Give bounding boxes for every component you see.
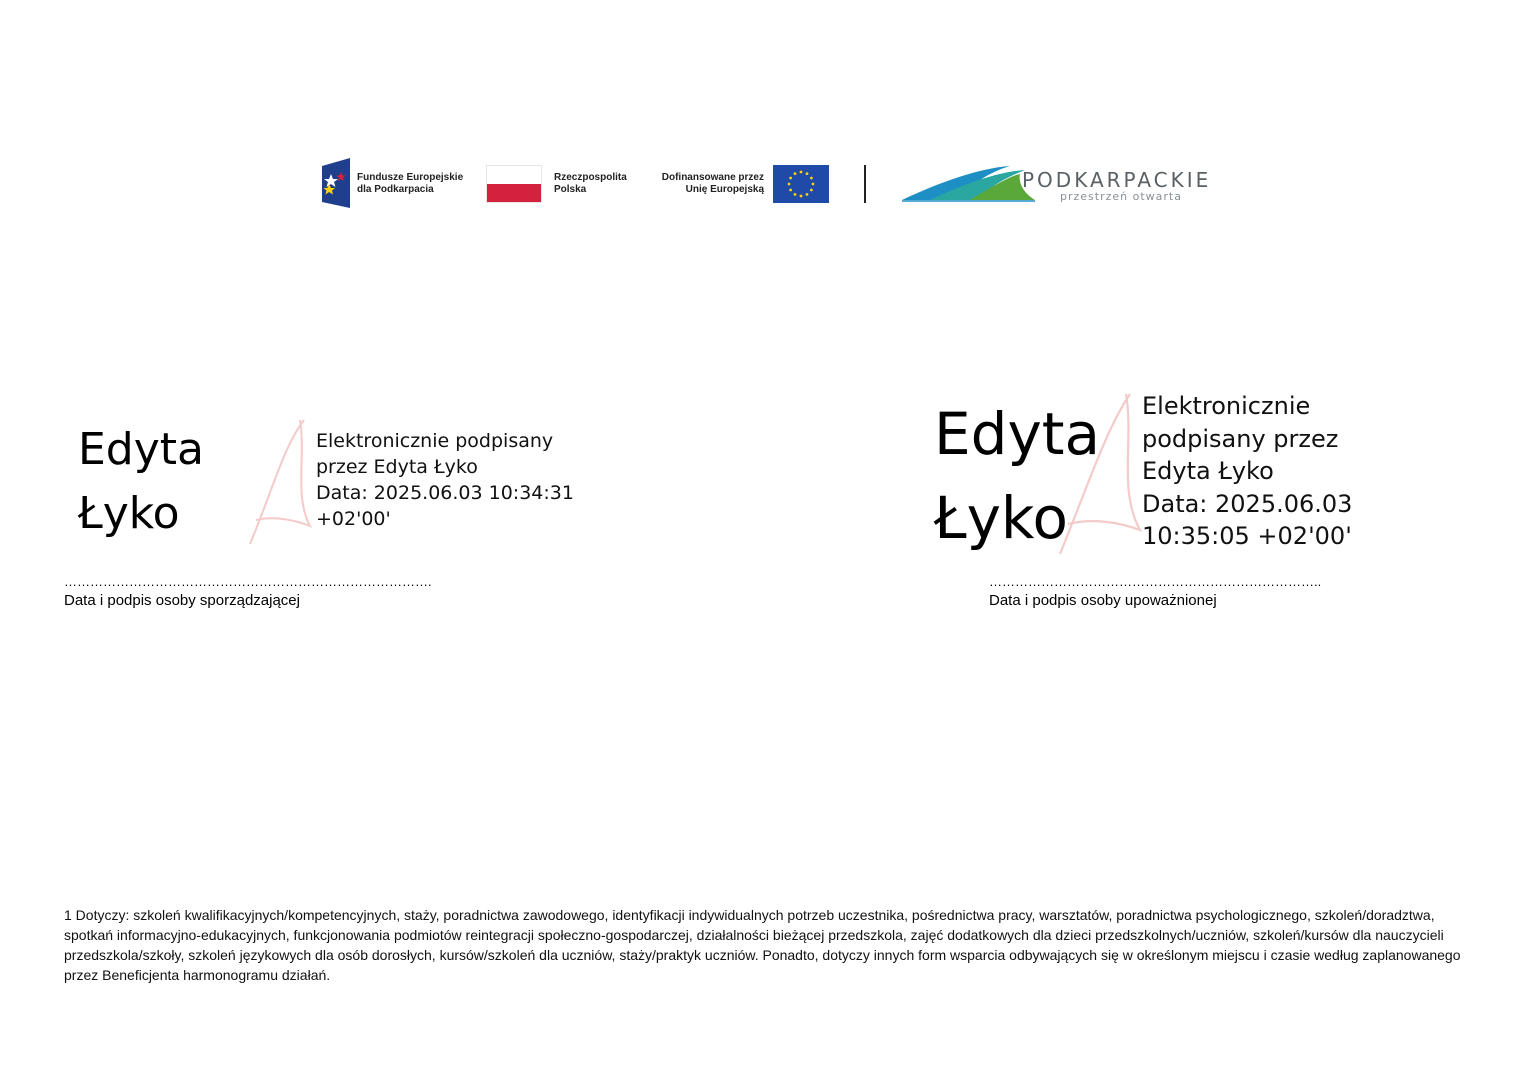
poland-text (554, 172, 627, 196)
left-detail-line: Elektronicznie podpisany (316, 430, 554, 452)
right-signer-name-line2: Łyko (934, 484, 1068, 552)
left-signature-caption: Data i podpis osoby sporządzającej (64, 592, 300, 609)
left-signature-block (0, 380, 700, 630)
podkarpackie-logo-icon (900, 162, 1040, 204)
eu-flag-icon (773, 165, 829, 203)
right-detail-line: 10:35:05 +02'00' (1142, 522, 1352, 550)
funds-eu-line2: dla Podkarpacia (357, 184, 434, 195)
eu-line2: Unię Europejską (685, 184, 764, 195)
left-adobe-signature-watermark-icon (244, 416, 314, 548)
right-detail-line: Data: 2025.06.03 (1142, 489, 1353, 518)
right-signature-block (900, 380, 1536, 630)
poland-flag-icon (486, 165, 542, 203)
right-adobe-signature-watermark-icon (1054, 390, 1144, 558)
podkarpackie-title: PODKARPACKIE (1022, 168, 1212, 192)
left-signer-name (78, 418, 204, 546)
footnote: 1 Dotyczy: szkoleń kwalifikacyjnych/kompetencyjnych, staży, poradnictwa zawodowego, identyfikacji indywidualnych potrzeb uczestnika, pośrednictwa pracy, warsztatów, poradnictwa psychologicznego, szkoleń/doradztwa, spotkań informacyjno-edukacyjnych, funkcjonowania podmiotów reintegracji społeczno-gospodarczej, działalności bieżącej przedszkola, zajęć dodatkowych dla dzieci przedszkolnych/uczniów, szkoleń/kursów dla nauczycieli przedszkola/szkoły, szkoleń językowych dla osób dorosłych, kursów/szkoleń dla uczniów, staży/praktyk uczniów. Ponadto, dotyczy innych form wsparcia odbywających się w określonym miejscu i czasie według zaplanowanego przez Beneficjenta harmonogramu działań. (64, 907, 1461, 983)
right-detail-line: Edyta Łyko (1142, 457, 1274, 485)
left-signature-dotted-line: …………………………………………………………………………. (64, 574, 432, 589)
logo-divider (864, 165, 866, 203)
left-signer-name-line1: Edyta (78, 424, 204, 475)
right-signature-details (1142, 390, 1352, 553)
eu-line1: Dofinansowane przez (661, 172, 764, 183)
left-detail-line: przez Edyta Łyko (316, 456, 478, 478)
funds-eu-line1: Fundusze Europejskie (357, 172, 464, 183)
left-detail-line: +02'00' (316, 508, 391, 530)
poland-line1: Rzeczpospolita (554, 172, 627, 183)
right-signature-caption: Data i podpis osoby upoważnionej (989, 592, 1217, 609)
podkarpackie-subtitle: przestrzeń otwarta (1060, 190, 1182, 203)
funds-eu-logo-icon (322, 158, 350, 208)
eu-funding-text (636, 172, 764, 196)
right-detail-line: Elektronicznie (1142, 392, 1311, 420)
logo-strip (0, 0, 1536, 230)
left-detail-line: Data: 2025.06.03 10:34:31 (316, 482, 574, 504)
poland-line2: Polska (554, 184, 587, 195)
right-signer-name-line1: Edyta (934, 400, 1101, 468)
right-signature-dotted-line: ………………………………………………………………….. (989, 574, 1322, 589)
left-signature-details (316, 428, 574, 532)
funds-eu-text (357, 172, 463, 196)
left-signer-name-line2: Łyko (78, 488, 180, 539)
right-detail-line: podpisany przez (1142, 424, 1339, 453)
